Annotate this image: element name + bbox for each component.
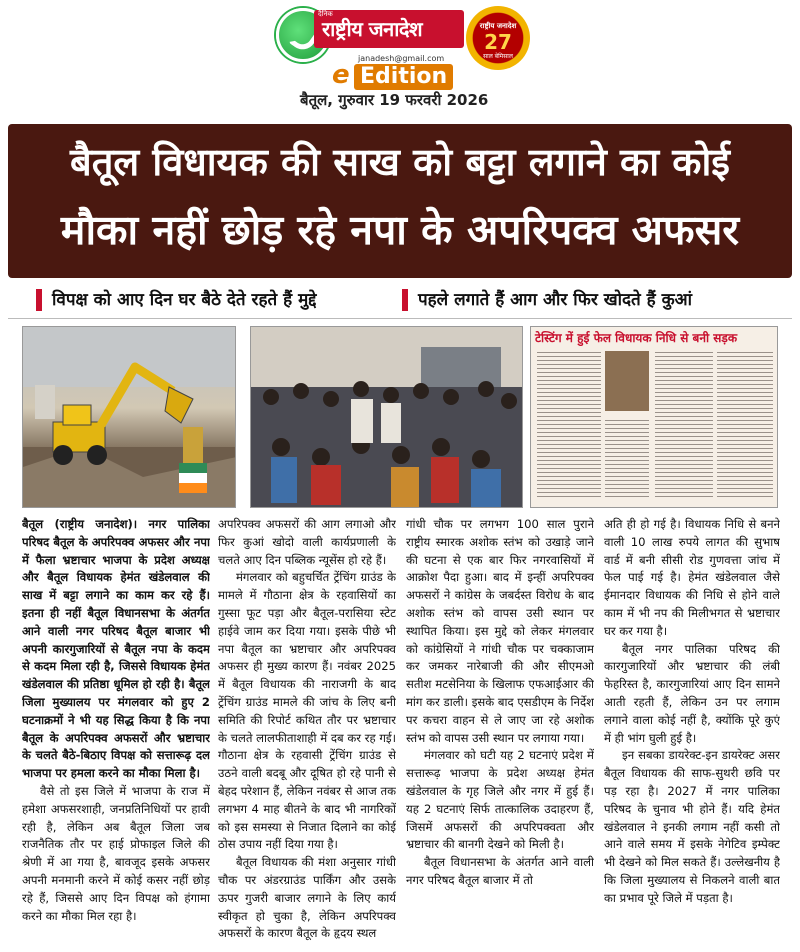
contact-email: janadesh@gmail.com: [358, 54, 445, 63]
badge-tagline: साल बेमिसाल: [483, 53, 513, 60]
divider: [8, 318, 792, 319]
clipping-text-column: [717, 349, 773, 499]
subhead-text: पहले लगाते हैं आग और फिर खोदते हैं कुआं: [418, 290, 693, 310]
edition-label: Edition: [354, 64, 453, 90]
clipping-text-column: [655, 349, 713, 499]
headline-line-2: मौका नहीं छोड़ रहे नपा के अपरिपक्व अफसर: [60, 206, 740, 254]
badge-brand: राष्ट्रीय जनादेश: [479, 22, 517, 30]
news-clipping-image: [530, 326, 778, 508]
subhead-left: [36, 286, 376, 314]
edition-e-letter: e: [332, 60, 350, 90]
subhead-text: विपक्ष को आए दिन घर बैठे देते रहते हैं मुद्दे: [52, 290, 317, 310]
newspaper-name: राष्ट्रीय जनादेश: [322, 17, 423, 41]
article-column-2: [218, 516, 396, 946]
article-column-4: [604, 516, 780, 946]
badge-years: 27: [484, 30, 512, 54]
anniversary-badge: [466, 6, 530, 70]
article-paragraph: अति ही हो गई है। विधायक निधि से बनने वाली 10 लाख रुपये लागत की सुभाष वार्ड में बनी सीसी रोड गुणवत्ता जांच में फेल पाई गई है। हेमंत खंडेलवाल जैसे ईमानदार विधायक की निधि से होने वाले काम में भी नप की मिलीभगत से भ्रष्टाचार घर कर गया है।: [604, 517, 780, 638]
article-paragraph: बैतूल विधायक की मंशा अनुसार गांधी चौक पर अंडरग्राउंड पार्किंग और उसके ऊपर गुजरी बाजार लगाने के लिए कार्य स्वीकृत हो चुका है, लेकिन अपरिपक्व अफसरों के कारण बैतूल के हृदय स्थल: [218, 855, 396, 941]
article-paragraph: बैतूल नगर पालिका परिषद की कारगुजारियों और भ्रष्टाचार की लंबी फेहरिस्त है, कारगुजारियां आए दिन सामने आती रहती हैं, लेकिन उन पर लगाम लगाने वाला कोई नहीं है, क्योंकि पूरे कुएं में ही भांग घुली हुई है।: [604, 641, 780, 745]
headline-line-1: बैतूल विधायक की साख को बट्टा लगाने का कोई: [70, 140, 730, 184]
article-paragraph: मंगलवार को घटी यह 2 घटनाएं प्रदेश में सत्तारूढ़ भाजपा के प्रदेश अध्यक्ष हेमंत खंडेलवाल के गृह जिले और नगर में हुई हैं। यह 2 घटनाएं सिर्फ तात्कालिक उदाहरण हैं, जिसमें अफसरों की अपरिपक्वता और भ्रष्टाचार की बानगी देखने को मिली है।: [406, 748, 594, 852]
article-paragraph: इन सबका डायरेक्ट-इन डायरेक्ट असर बैतूल विधायक की साफ-सुथरी छवि पर पड़ रहा है। 2027 में नगर पालिका परिषद के चुनाव भी होने हैं। यदि हेमंत खंडेलवाल ने इनकी लगाम नहीं कसी तो आने वाले समय में इसके नेगेटिव इम्पेक्ट भी देखने को मिल सकते हैं। उल्लेखनीय है कि जिला मुख्यालय से निकलने वाली बात का प्रभाव पूरे जिले में पड़ता है।: [604, 748, 780, 905]
excavator-illustration: [23, 327, 236, 508]
article-paragraph: बैतूल विधानसभा के अंतर्गत आने वाली नगर परिषद बैतूल बाजार में तो: [406, 855, 594, 887]
brand-prefix: दैनिक: [318, 10, 333, 18]
photo-excavator-site: [22, 326, 236, 508]
subhead-marker: [402, 289, 408, 311]
clipping-photo: [605, 351, 649, 411]
article-paragraph: बैतूल (राष्ट्रीय जनादेश)। नगर पालिका परिषद बैतूल के अपरिपक्व अफसर और नपा में फैला भ्रष्टाचार भाजपा के प्रदेश अध्यक्ष और बैतूल विधायक हेमंत खंडेलवाल की साख में बट्टा लगाने का काम कर रहे हैं। इतना ही नहीं बैतूल विधानसभा के अंतर्गत आने वाली नगर परिषद बैतूल बाजार भी अपनी कारगुजारियों से बैतूल नपा के कदम से कदम मिला रही है, जिससे विधायक हेमंत खंडेलवाल की प्रतिष्ठा धूमिल हो रही है। बैतूल जिला मुख्यालय पर मंगलवार को हुए 2 घटनाक्रमों ने भी यह सिद्ध किया है कि नपा बैतूल के अपरिपक्व अफसरों और भ्रष्टाचार के चलते बैठे-बिठाए विपक्ष को सत्तारूढ़ दल भाजपा पर हमला करने का मौका मिला है।: [22, 517, 210, 781]
article-column-1: [22, 516, 210, 946]
article-column-3: [406, 516, 594, 946]
subhead-right: [402, 286, 782, 314]
dateline: बैतूल, गुरुवार 19 फरवरी 2026: [300, 91, 489, 109]
article-paragraph: अपरिपक्व अफसरों की आग लगाओ और फिर कुआं खोदो वाली कार्यप्रणाली के चलते आए दिन पब्लिक न्यूसेंस हो रहे हैं।: [218, 517, 396, 567]
masthead: [0, 0, 800, 120]
crowd-illustration: [251, 327, 523, 508]
clipping-text-column: [605, 417, 649, 499]
article-paragraph: मंगलवार को बहुचर्चित ट्रेंचिंग ग्राउंड के मामले में गौठाना क्षेत्र के रहवासियों का गुस्सा फूट पड़ा और बैतूल-परासिया स्टेट हाईवे जाम कर दिया गया। इसके पीछे भी नपा बैतूल का भ्रष्टाचार और अपरिपक्व अफसर ही मुख्य कारण हैं। नवंबर 2025 में बैतूल विधायक की नाराजगी के बाद ट्रेंचिंग ग्राउंड मामले की जांच के लिए बनी समिति की रिपोर्ट कथित तौर पर भ्रष्टाचार के चलते लालफीताशाही में दब कर रह गई। गौठाना क्षेत्र के रहवासी ट्रेंचिंग ग्राउंड से उठने वाली बदबू और दूषित हो रहे पानी से बेहद परेशान हैं, लेकिन नवंबर से आज तक लगभग 4 माह बीतने के बाद भी नागरिकों को इस समस्या से निजात दिलाने का कोई ठोस उपाय नहीं दिया गया है।: [218, 570, 396, 852]
article-paragraph: गांधी चौक पर लगभग 100 साल पुराने राष्ट्रीय स्मारक अशोक स्तंभ को उखाड़े जाने की घटना से एक बार फिर नगरवासियों में आक्रोश पैदा हुआ। बाद में इन्हीं अपरिपक्व अफसरों ने कांग्रेस के जबर्दस्त विरोध के बाद अशोक स्तंभ को वापस उसी स्थान पर स्थापित किया। इस मुद्दे को लेकर मंगलवार को कांग्रेसियों ने गांधी चौक पर चक्काजाम कर जमकर नारेबाजी की और सीएमओ सतीश मटसेनिया के खिलाफ एफआईआर की मांग कर डाली। इसके बाद एसडीएम के निर्देश पर कचरा वाहन से ले जाए जा रहे अशोक स्तंभ को वापस उसी स्थान पर लगाया गया।: [406, 517, 594, 745]
subhead-marker: [36, 289, 42, 311]
clipping-headline: टेस्टिंग में हुई फेल विधायक निधि से बनी सड़क: [535, 331, 738, 345]
article-paragraph: वैसे तो इस जिले में भाजपा के राज में हमेशा अफसरशाही, जनप्रतिनिधियों पर हावी रही है, लेकिन अब बैतूल जिला जब राजनैतिक तौर पर हाई प्रोफाइल जिले की श्रेणी में आ गया है, बावजूद इसके अफसर अपनी मनमानी करने में कोई कसर नहीं छोड़ रहे हैं, जिससे आए दिन विपक्ष को हंगामा करने का मौका मिल रहा है।: [22, 783, 210, 923]
clipping-text-column: [537, 349, 601, 499]
photo-protest-crowd: [250, 326, 523, 508]
